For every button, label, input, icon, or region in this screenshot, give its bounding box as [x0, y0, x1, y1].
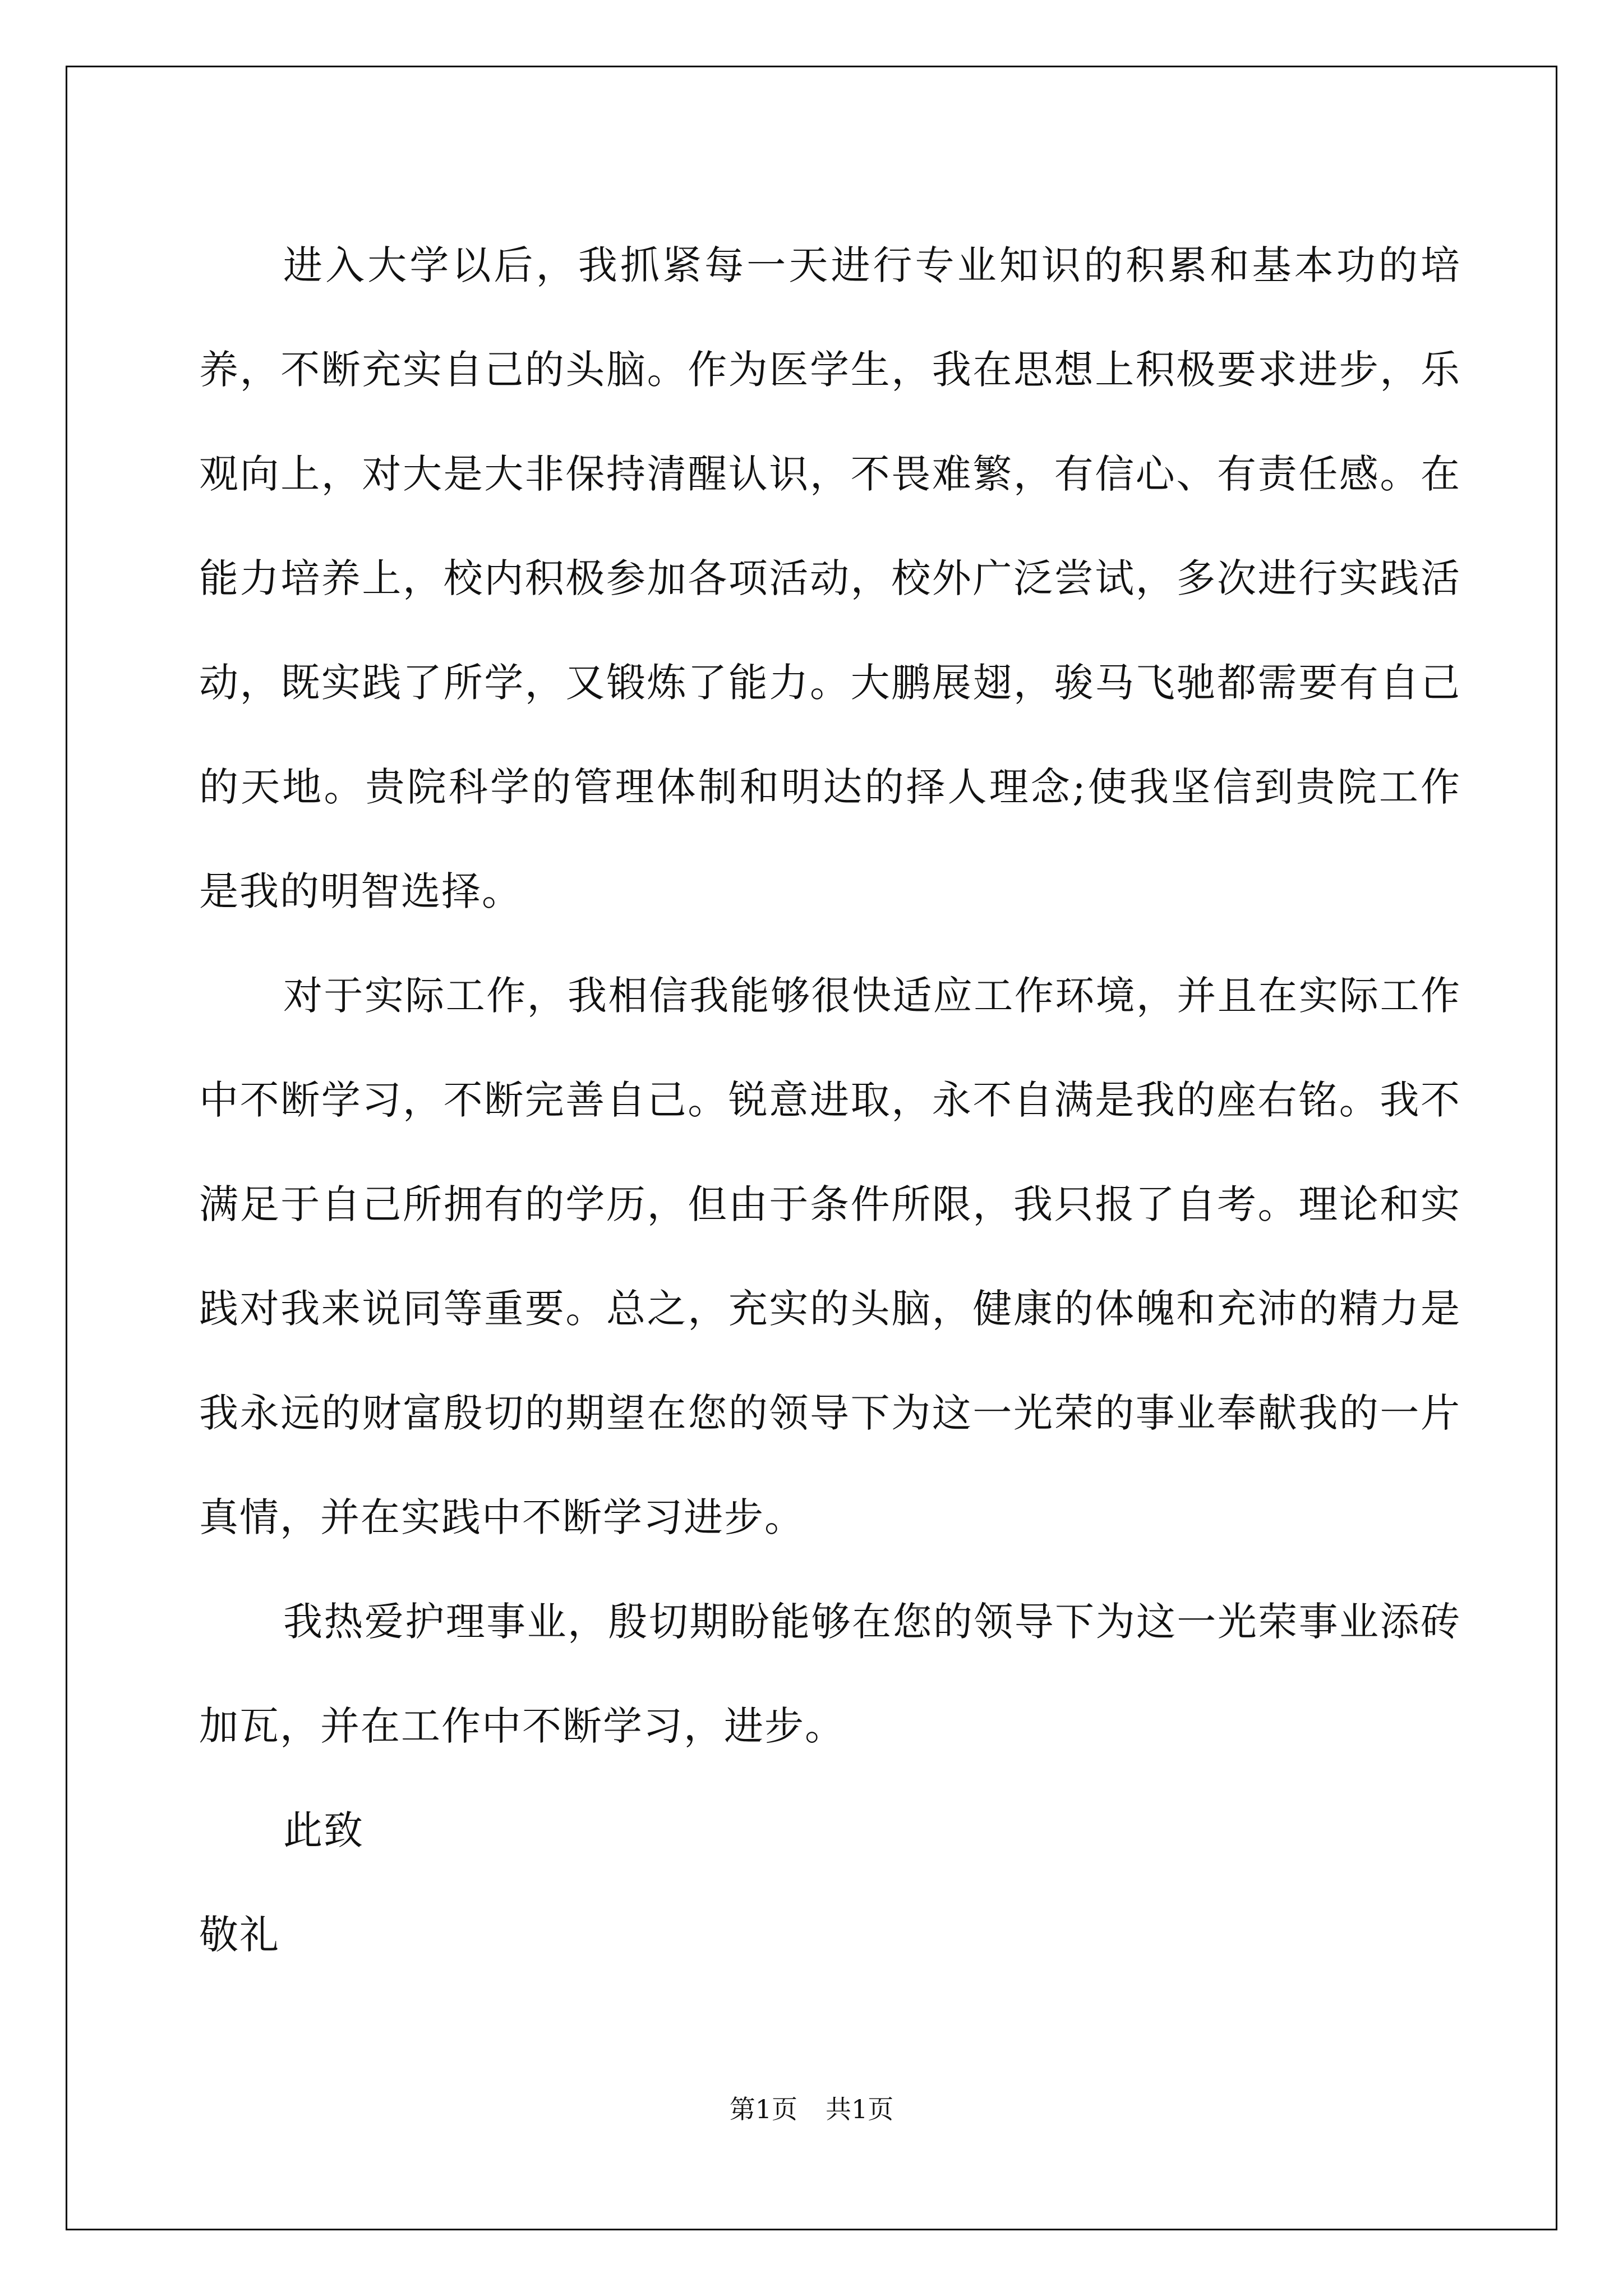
paragraph-1: 进入大学以后，我抓紧每一天进行专业知识的积累和基本功的培养，不断充实自己的头脑。作为医学生，我在思想上积极要求进步，乐观向上，对大是大非保持清醒认识，不畏难繁，有信心、有责任感。在能力培养上，校内积极参加各项活动，校外广泛尝试，多次进行实践活动，既实践了所学，又锻炼了能力。大鹏展翅，骏马飞驰都需要有自己的天地。贵院科学的管理体制和明达的择人理念;使我坚信到贵院工作是我的明智选择。	[199, 242, 1461, 914]
letter-body	[199, 213, 1461, 1987]
closing-line: 此致	[283, 1807, 364, 1853]
page-footer	[0, 2092, 1623, 2126]
paragraph-2: 对于实际工作，我相信我能够很快适应工作环境，并且在实际工作中不断学习，不断完善自己。锐意进取，永不自满是我的座右铭。我不满足于自己所拥有的学历，但由于条件所限，我只报了自考。理论和实践对我来说同等重要。总之，充实的头脑，健康的体魄和充沛的精力是我永远的财富殷切的期望在您的领导下为这一光荣的事业奉献我的一片真情，并在实践中不断学习进步。	[199, 973, 1461, 1540]
page-total: 共1页	[826, 2094, 894, 2124]
salutation-line: 敬礼	[199, 1912, 280, 1958]
page-number: 第1页	[729, 2094, 797, 2124]
paragraph-3: 我热爱护理事业，殷切期盼能够在您的领导下为这一光荣事业添砖加瓦，并在工作中不断学习，进步。	[199, 1599, 1461, 1749]
